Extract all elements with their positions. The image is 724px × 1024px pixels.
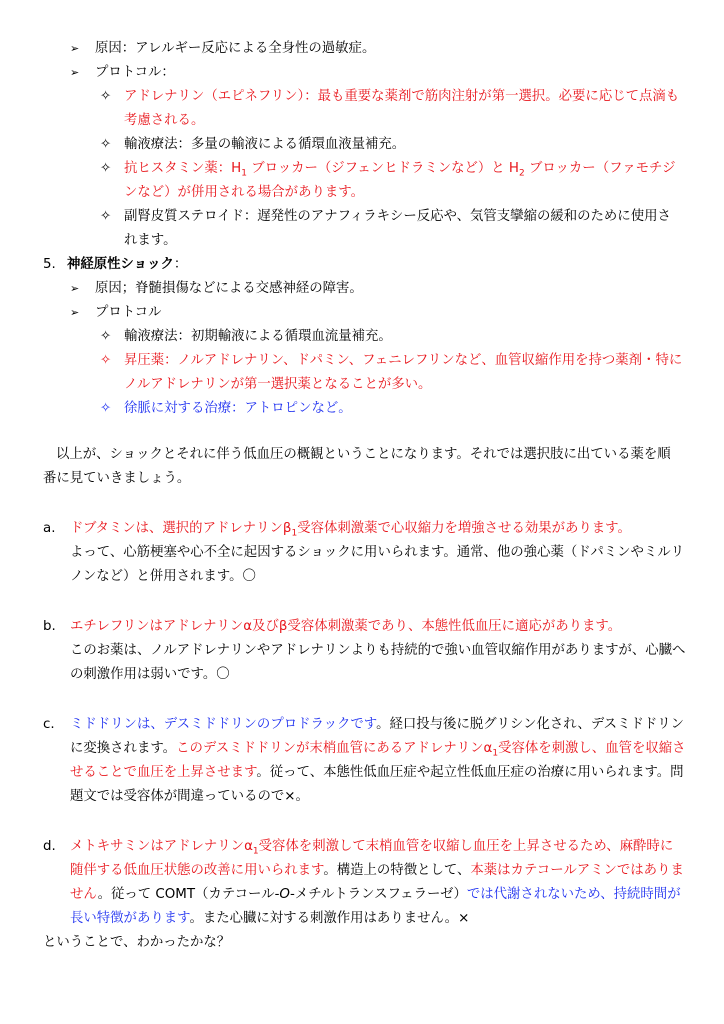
option-c-black1: 。経口投与後に脱グリシン化され、デスミドドリンに変換されます。 [70, 717, 685, 756]
option-d-blue: では代謝されないため、持続時間が長い特徴があります [70, 887, 681, 926]
bradycardia-text: 徐脈に対する治療：アトロピンなど。 [124, 401, 352, 416]
option-label: b. [43, 619, 56, 634]
neurogenic-protocol-line [0, 301, 724, 325]
option-b [0, 615, 724, 687]
section-title: 神経原性ショック [67, 257, 174, 272]
option-d-black1: 。構造上の特徴として、 [323, 863, 471, 878]
vasopressor-text: 昇圧薬：ノルアドレナリン、ドパミン、フェニレフリンなど、血管収縮作用を持つ薬剤・特にノルアドレナリンが第一選択薬となることが多い。 [124, 353, 683, 392]
document-page [0, 37, 724, 955]
intro-paragraph: 以上が、ショックとそれに伴う低血圧の概観ということになります。それでは選択肢に出ている薬を順番に見ていきましょう。 [43, 447, 671, 486]
diamond-bullet-icon: ✧ [100, 161, 112, 176]
neurogenic-fluids-text: 輸液療法：初期輸液による循環血流量補充。 [124, 329, 392, 344]
option-label: d. [43, 839, 56, 854]
arrow-bullet-icon: ➢ [70, 42, 80, 55]
option-d-black4: 。また心臓に対する刺激作用はありません。× [189, 911, 470, 926]
diamond-bullet-icon: ✧ [100, 353, 112, 368]
neurogenic-item-fluids [0, 325, 724, 349]
diamond-bullet-icon: ✧ [100, 401, 112, 416]
option-c-blue: ミドドリンは、デスミドドリンのプロドラックです [70, 717, 377, 732]
protocol-item-steroid [0, 205, 724, 253]
cause-line [0, 37, 724, 61]
neurogenic-cause-line [0, 277, 724, 301]
diamond-bullet-icon: ✧ [100, 329, 112, 344]
protocol-item-adrenaline [0, 85, 724, 133]
option-c [0, 713, 724, 809]
adrenaline-text: アドレナリン（エピネフリン）：最も重要な薬剤で筋肉注射が第一選択。必要に応じて点滴も考慮される。 [124, 89, 680, 128]
option-d-red3: 本薬はカテコールアミンではありません [70, 863, 684, 902]
option-b-black: このお薬は、ノルアドレナリンやアドレナリンよりも持続的で強い血管収縮作用がありますが、心臓への刺激作用は弱いです。〇 [70, 643, 686, 682]
protocol-text: プロトコル： [95, 65, 175, 80]
option-label: c. [43, 717, 55, 732]
arrow-bullet-icon: ➢ [70, 282, 80, 295]
cause-text: 原因：アレルギー反応による全身性の過敏症。 [95, 41, 376, 56]
protocol-item-fluids [0, 133, 724, 157]
neurogenic-item-bradycardia [0, 397, 724, 421]
option-a [0, 517, 724, 589]
steroid-text: 副腎皮質ステロイド：遅発性のアナフィラキシー反応や、気管支攣縮の緩和のために使用されます。 [124, 209, 671, 248]
option-label: a. [43, 521, 56, 536]
option-c-black2: 。従って、本態性低血圧症や起立性低血圧症の治療に用いられます。問題文では受容体が間違っているので×。 [70, 765, 684, 804]
neurogenic-item-vasopressor [0, 349, 724, 397]
protocol-item-antihistamine [0, 157, 724, 205]
neurogenic-protocol-text: プロトコル [95, 305, 162, 320]
closing-line: ということで、わかったかな？ [43, 935, 231, 950]
option-d-red: メトキサミンはアドレナリン$\alpha_1$受容体を刺激して末梢血管を収縮し血圧を上昇させるため、麻酔時に随伴する低血圧状態の改善に用いられます [70, 839, 674, 878]
section-number: 5. [43, 257, 56, 272]
fluids-text: 輸液療法：多量の輸液による循環血液量補充。 [124, 137, 406, 152]
option-a-black: よって、心筋梗塞や心不全に起因するショックに用いられます。通常、他の強心薬（ドパミンやミルリノンなど）と併用されます。〇 [70, 545, 685, 584]
diamond-bullet-icon: ✧ [100, 137, 112, 152]
neurogenic-cause-text: 原因；脊髄損傷などによる交感神経の障害。 [95, 281, 363, 296]
antihistamine-text: 抗ヒスタミン薬：$H_1$ ブロッカー（ジフェンヒドラミンなど）と $H_2$ ブロッカー（ファモチジンなど）が併用される場合があります。 [124, 161, 676, 200]
arrow-bullet-icon: ➢ [70, 306, 80, 319]
diamond-bullet-icon: ✧ [100, 209, 112, 224]
option-b-red: エチレフリンはアドレナリンα及びβ受容体刺激薬であり、本態性低血圧に適応があります。 [70, 619, 622, 634]
option-d [0, 835, 724, 931]
diamond-bullet-icon: ✧ [100, 89, 112, 104]
option-a-red: ドブタミンは、選択的アドレナリン$\beta_1$受容体刺激薬で心収縮力を増強させる効果があります。 [70, 521, 631, 539]
section-heading-neurogenic: 5. 神経原性ショック： [0, 253, 724, 277]
option-c-red: このデスミドドリンが末梢血管にあるアドレナリン$\alpha_1$受容体を刺激し、血管を収縮させることで血圧を上昇させます [70, 741, 686, 780]
protocol-line [0, 61, 724, 85]
arrow-bullet-icon: ➢ [70, 66, 80, 79]
option-d-black2: 。従って COMT（カテコール-O-メチルトランスフェラーゼ） [97, 887, 467, 902]
